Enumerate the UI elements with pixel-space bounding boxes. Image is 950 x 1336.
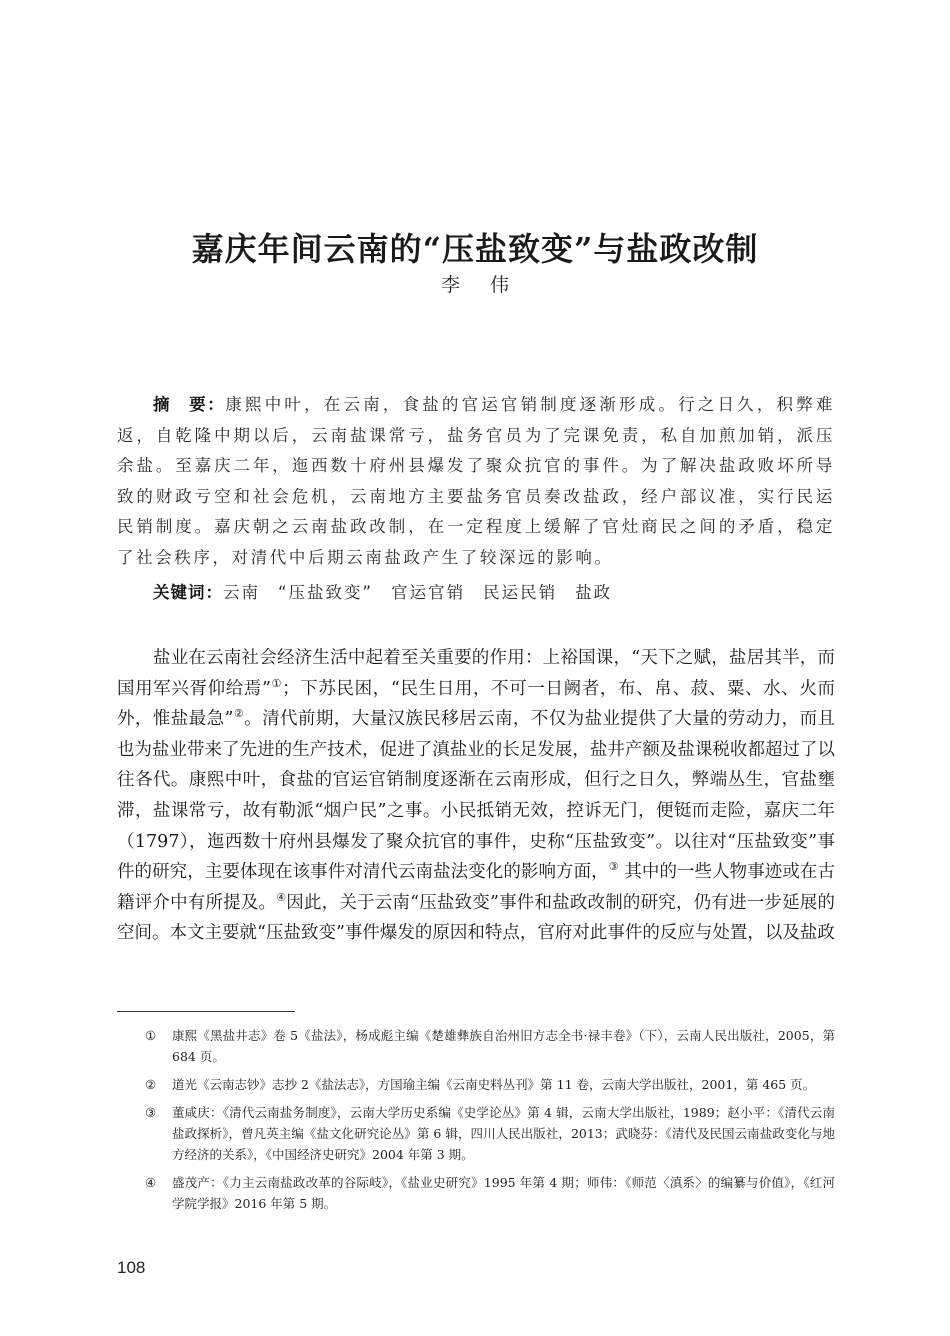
footnote-text: 康熙《黑盐井志》卷 5《盐法》，杨成彪主编《楚雄彝族自治州旧方志全书·禄丰卷》（下），云南人民出版社，2005，第 684 页。 (172, 1028, 835, 1064)
footnote (117, 1172, 835, 1214)
keywords (153, 578, 835, 608)
abstract-text: 康熙中叶，在云南，食盐的官运官销制度逐渐形成。行之日久，积弊难返，自乾隆中期以后，云南盐课常亏，盐务官员为了完课免责，私自加煎加销，派压余盐。至嘉庆二年，迤西数十府州县爆发了聚众抗官的事件。为了解决盐政败坏所导致的财政亏空和社会危机，云南地方主要盐务官员奏改盐政，经户部议准，实行民运民销制度。嘉庆朝之云南盐政改制，在一定程度上缓解了官灶商民之间的矛盾，稳定了社会秩序，对清代中后期云南盐政产生了较深远的影响。 (117, 395, 835, 567)
author (0, 270, 950, 297)
footnote-divider (117, 1011, 295, 1012)
footnote-ref-4[interactable]: ④ (276, 890, 287, 904)
author-char-1: 李 (440, 274, 460, 296)
footnote-number: ② (145, 1077, 157, 1092)
keyword: 云南 (223, 583, 260, 602)
body-text: 盐业在云南社会经济生活中起着至关重要的作用：上裕国课，“天下之赋，盐居其半，而国用军兴胥仰给焉” (117, 648, 835, 699)
footnote-number: ① (145, 1028, 157, 1043)
body-text: 因此，关于云南“压盐致变”事件和盐政改制的研究，仍有进一步延展的空间。本文主要就“压盐致变”事件爆发的原因和特点，官府对此事件的反应与处置，以及盐政 (117, 892, 835, 944)
body-text: 。清代前期，大量汉族民移居云南，不仅为盐业提供了大量的劳动力，而且也为盐业带来了先进的生产技术，促进了滇盐业的长足发展，盐井产额及盐课税收都超过了以往各代。康熙中叶，食盐的官运官销制度逐渐在云南形成，但行之日久，弊端丛生，官盐壅滞，盐课常亏，故有勒派“烟户民”之事。小民抵销无效，控诉无门，便铤而走险，嘉庆二年（1797），迤西数十府州县爆发了聚众抗官的事件，史称“压盐致变”。以往对“压盐致变”事件的研究，主要体现在该事件对清代云南盐法变化的影响方面， (117, 709, 835, 883)
body-paragraph (117, 643, 835, 949)
body-text: ；下苏民困，“民生日用，不可一日阙者，布、帛、菽、粟、水、火而外，惟盐最急” (117, 678, 835, 730)
abstract-label: 摘 要： (153, 395, 226, 414)
abstract (117, 390, 835, 573)
footnotes (117, 1025, 835, 1221)
keywords-label: 关键词： (153, 583, 223, 602)
keyword: 官运官销 (391, 583, 466, 602)
footnote (117, 1025, 835, 1067)
footnote-ref-3[interactable]: ③ (608, 860, 619, 874)
footnote-text: 董咸庆：《清代云南盐务制度》，云南大学历史系编《史学论丛》第 4 辑，云南大学出版社，1989；赵小平：《清代云南盐政探析》，曾凡英主编《盐文化研究论丛》第 6 辑，四川人民出版社，2013；武晓芬：《清代及民国云南盐政变化与地方经济的关系》，《中国经济史研究》2004 年第 3 期。 (172, 1105, 835, 1162)
footnote-number: ④ (145, 1175, 157, 1190)
footnote-number: ③ (145, 1105, 157, 1120)
footnote-text: 盛茂产：《力主云南盐政改革的谷际岐》，《盐业史研究》1995 年第 4 期；师伟：《师范〈滇系〉的编纂与价值》，《红河学院学报》2016 年第 5 期。 (172, 1175, 835, 1211)
author-char-2: 伟 (490, 274, 510, 296)
footnote (117, 1074, 835, 1095)
article-title: 嘉庆年间云南的“压盐致变”与盐政改制 (191, 230, 759, 269)
keyword: 民运民销 (483, 583, 558, 602)
body-text: 其中的一些人物事迹或在古籍评介中有所提及。 (117, 862, 835, 913)
footnote-ref-1[interactable]: ① (271, 676, 283, 690)
keyword: “压盐致变” (278, 583, 374, 602)
footnote (117, 1102, 835, 1165)
page-number: 108 (117, 1258, 146, 1277)
footnote-ref-2[interactable]: ② (233, 707, 245, 721)
keyword: 盐政 (575, 583, 613, 602)
footnote-text: 道光《云南志钞》志抄 2《盐法志》，方国瑜主编《云南史料丛刊》第 11 卷，云南大学出版社，2001，第 465 页。 (172, 1077, 816, 1092)
